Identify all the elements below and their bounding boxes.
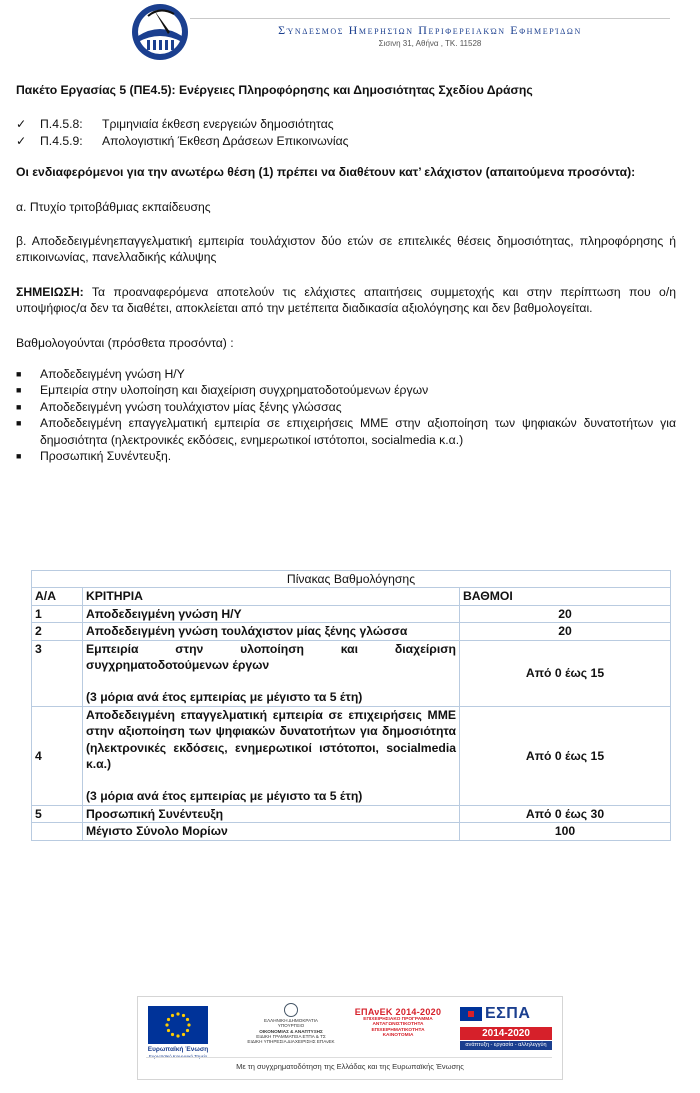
list-item	[16, 366, 676, 382]
row-criterion-cell	[83, 640, 460, 706]
organization-name: Σύνδεσμος Ημερησίων Περιφερειακών Εφημερίδων	[278, 23, 582, 37]
note-text: Τα προαναφερόμενα αποτελούν τις ελάχιστες απαιτήσεις συμμετοχής και στην περίπτωση που ο/η υποψήφιος/α δεν τα διαθέτει, αποκλείεται από την μετέπειτα διαδικασία αξιολόγησης και δεν βαθμολογείται.	[16, 284, 676, 316]
table-total-row	[32, 823, 671, 840]
list-item	[16, 448, 676, 464]
deliverable-item	[16, 116, 676, 132]
row-number: 1	[32, 605, 83, 622]
scored-intro: Βαθμολογούνται (πρόσθετα προσόντα) :	[16, 335, 234, 350]
list-item-text: Αποδεδειγμένη επαγγελματική εμπειρία σε επιχειρήσεις ΜΜΕ στην αξιοποίηση των ψηφιακών δυνατοτήτων για δημοσιότητα (ηλεκτρονικές εκδόσεις, ενημερωτικοί ιστότοποι, socialmedia κ.α.)	[40, 416, 676, 447]
scoring-table	[31, 570, 671, 841]
row-criterion: Εμπειρία στην υλοποίηση και διαχείριση συγχρηματοδοτούμενων έργων	[86, 641, 456, 673]
total-value: 100	[460, 823, 671, 840]
requirements-intro: Οι ενδιαφερόμενοι για την ανωτέρω θέση (1) πρέπει να διαθέτουν κατ’ ελάχιστον (απαιτούμενα προσόντα):	[16, 165, 636, 180]
greek-emblem-icon	[284, 1003, 298, 1017]
square-bullet-icon: ■	[16, 451, 22, 462]
list-item	[16, 399, 676, 415]
scored-list	[16, 366, 676, 464]
square-bullet-icon: ■	[16, 418, 22, 429]
letterhead	[0, 0, 700, 80]
table-row	[32, 623, 671, 640]
row-number: 3	[32, 640, 83, 706]
list-item-text: Αποδεδειγμένη γνώση τουλάχιστον μίας ξένης γλώσσας	[40, 399, 342, 414]
row-criterion: Προσωπική Συνέντευξη	[83, 805, 460, 822]
table-caption: Πίνακας Βαθμολόγησης	[32, 571, 671, 588]
row-criterion: Αποδεδειγμένη επαγγελματική εμπειρία σε επιχειρήσεις ΜΜΕ στην αξιοποίηση των ψηφιακών δυνατοτήτων για δημοσιότητα (ηλεκτρονικές εκδόσεις, ενημερωτικοί ιστότοποι, socialmedia κ.α.)	[86, 707, 456, 772]
column-header-criteria: ΚΡΙΤΗΡΙΑ	[83, 588, 460, 605]
row-score: 20	[460, 623, 671, 640]
requirement-a: α. Πτυχίο τριτοβάθμιας εκπαίδευσης	[16, 199, 211, 214]
deliverable-title: Τριμηνιαία έκθεση ενεργειών δημοσιότητας	[102, 117, 334, 132]
row-criterion: Αποδεδειγμένη γνώση Η/Υ	[83, 605, 460, 622]
list-item	[16, 382, 676, 398]
espa-flag-icon	[460, 1007, 482, 1021]
column-header-number: Α/Α	[32, 588, 83, 605]
square-bullet-icon: ■	[16, 369, 22, 380]
check-icon: ✓	[16, 117, 27, 132]
header-rule	[190, 18, 670, 19]
total-label: Μέγιστο Σύνολο Μορίων	[83, 823, 460, 840]
note-label: ΣΗΜΕΙΩΣΗ:	[16, 284, 84, 299]
table-row	[32, 706, 671, 805]
row-criterion: Αποδεδειγμένη γνώση τουλάχιστον μίας ξένης γλώσσα	[83, 623, 460, 640]
deliverables-list	[16, 116, 676, 149]
organization-info	[190, 18, 670, 48]
epanek-logo: ΕΠΑνΕΚ 2014-2020 ΕΠΙΧΕΙΡΗΣΙΑΚΟ ΠΡΟΓΡΑΜΜΑ ΑΝΤΑΓΩΝΙΣΤΙΚΟΤΗΤΑ ΕΠΙΧΕΙΡΗΜΑΤΙΚΟΤΗΤΑ ΚΑΙΝΟΤΟΜΙΑ	[354, 1007, 442, 1039]
funding-logos-banner: Ευρωπαϊκή Ένωση ΕΛΛΗΝΙΚΗ ΔΗΜΟΚΡΑΤΙΑ ΥΠΟΥΡΓΕΙΟ ΟΙΚΟΝΟΜΙΑΣ & ΑΝΑΠΤΥΞΗΣ ΕΙΔΙΚΗ ΓΡΑΜΜΑΤΕΙΑ ΕΤΠΑ & ΤΣ ΕΙΔΙΚΗ ΥΠΗΡΕΣΙΑ ΔΙΑΧΕΙΡΙΣΗΣ ΕΠΑνΕΚ ΕΠΑνΕΚ 2014-2020 ΕΠΙΧΕΙΡΗΣΙΑΚΟ ΠΡΟΓΡΑΜΜΑ ΑΝΤΑΓΩΝΙΣΤΙΚΟΤΗΤΑ ΕΠΙΧΕΙΡΗΜΑΤΙΚΟΤΗΤΑ ΚΑΙΝΟΤΟΜΙΑ ΕΣΠΑ 2014-2020 ανάπτυξη - εργασία - αλληλεγγύη Με τη συγχρηματοδότηση της Ελλάδας και της Ευρωπαϊκής Ένωσης	[137, 996, 563, 1080]
list-item-text: Εμπειρία στην υλοποίηση και διαχείριση συγχρηματοδοτούμενων έργων	[40, 383, 429, 398]
table-row	[32, 805, 671, 822]
check-icon: ✓	[16, 133, 27, 148]
deliverable-title: Απολογιστική Έκθεση Δράσεων Επικοινωνίας	[102, 133, 349, 148]
row-criterion-note: (3 μόρια ανά έτος εμπειρίας με μέγιστο τα 5 έτη)	[86, 789, 363, 804]
row-number: 5	[32, 805, 83, 822]
eu-caption: Ευρωπαϊκή Ένωση	[147, 1046, 209, 1053]
row-score: Από 0 έως 15	[460, 706, 671, 805]
list-item-text: Αποδεδειγμένη γνώση Η/Υ	[40, 367, 185, 382]
work-package-heading: Πακέτο Εργασίας 5 (ΠΕ4.5): Ενέργειες Πληροφόρησης και Δημοσιότητας Σχεδίου Δράσης	[16, 83, 533, 97]
ministry-logo: ΕΛΛΗΝΙΚΗ ΔΗΜΟΚΡΑΤΙΑ ΥΠΟΥΡΓΕΙΟ ΟΙΚΟΝΟΜΙΑΣ & ΑΝΑΠΤΥΞΗΣ ΕΙΔΙΚΗ ΓΡΑΜΜΑΤΕΙΑ ΕΤΠΑ & ΤΣ ΕΙΔΙΚΗ ΥΠΗΡΕΣΙΑ ΔΙΑΧΕΙΡΙΣΗΣ ΕΠΑνΕΚ	[246, 1003, 336, 1044]
square-bullet-icon: ■	[16, 401, 22, 412]
row-score: Από 0 έως 15	[460, 640, 671, 706]
row-number: 2	[32, 623, 83, 640]
document-body	[16, 82, 676, 465]
table-header-row	[32, 588, 671, 605]
deliverable-code: Π.4.5.9:	[40, 133, 83, 148]
footer-divider	[146, 1057, 552, 1058]
row-criterion-cell	[83, 706, 460, 805]
organization-address: Σισινη 31, Αθήνα , ΤΚ. 11528	[378, 39, 482, 48]
deliverable-code: Π.4.5.8:	[40, 117, 83, 132]
table-caption-row	[32, 571, 671, 588]
deliverable-item	[16, 133, 676, 149]
eu-flag-icon	[148, 1006, 208, 1044]
column-header-score: ΒΑΘΜΟΙ	[460, 588, 671, 605]
table-row	[32, 640, 671, 706]
list-item-text: Προσωπική Συνέντευξη.	[40, 449, 172, 464]
row-score: Από 0 έως 30	[460, 805, 671, 822]
table-row	[32, 605, 671, 622]
list-item	[16, 415, 676, 448]
row-score: 20	[460, 605, 671, 622]
note-paragraph	[16, 284, 676, 317]
association-logo	[130, 2, 190, 64]
requirement-b: β. Αποδεδειγμένηεπαγγελματική εμπειρία τουλάχιστον δύο ετών σε επιτελικές θέσεις δημοσιότητας, πληροφόρησης ή επικοινωνίας, πανελλαδικής κάλυψης	[16, 234, 676, 265]
row-number: 4	[32, 706, 83, 805]
cofinance-caption: Με τη συγχρηματοδότηση της Ελλάδας και της Ευρωπαϊκής Ένωσης	[236, 1062, 464, 1071]
row-criterion-note: (3 μόρια ανά έτος εμπειρίας με μέγιστο τα 5 έτη)	[86, 690, 363, 705]
square-bullet-icon: ■	[16, 385, 22, 396]
